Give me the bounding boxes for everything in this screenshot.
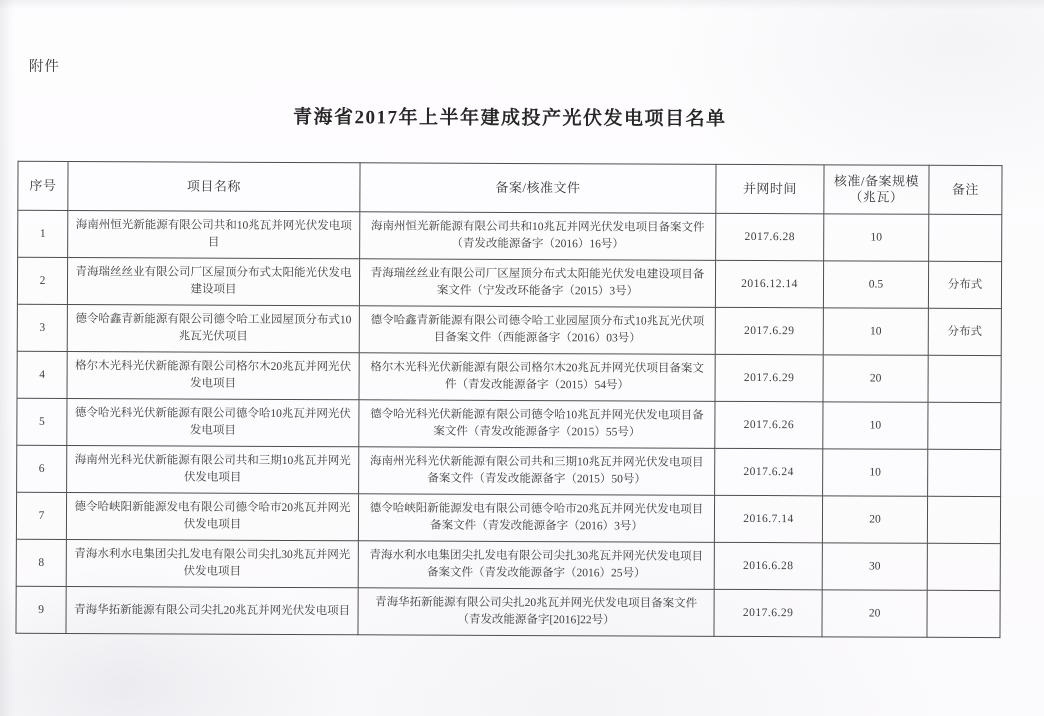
projects-table xyxy=(15,161,1002,638)
cell-project-name: 海南州光科光伏新能源有限公司共和三期10兆瓦并网光伏发电项目 xyxy=(67,446,359,494)
cell-grid-date: 2017.6.26 xyxy=(715,401,823,448)
cell-project-name: 格尔木光科光伏新能源有限公司格尔木20兆瓦并网光伏发电项目 xyxy=(67,352,359,400)
cell-grid-date: 2017.6.29 xyxy=(715,307,823,354)
header-cell-grid-date: 并网时间 xyxy=(716,164,824,213)
cell-approved-scale: 20 xyxy=(822,590,927,637)
cell-grid-date: 2017.6.24 xyxy=(715,448,823,495)
cell-serial: 6 xyxy=(17,445,67,492)
cell-remarks: 分布式 xyxy=(928,308,1001,355)
cell-remarks xyxy=(927,496,1000,543)
cell-remarks xyxy=(928,355,1001,402)
cell-project-name: 德令哈光科光伏新能源有限公司德令哈10兆瓦并网光伏发电项目 xyxy=(67,399,359,447)
cell-project-name: 青海华拓新能源有限公司尖扎20兆瓦并网光伏发电项目 xyxy=(66,587,358,635)
cell-filing-document: 德令哈光科光伏新能源有限公司德令哈10兆瓦并网光伏发电项目备案文件（青发改能源备字（2015）55号） xyxy=(359,400,715,449)
cell-approved-scale: 0.5 xyxy=(823,261,928,308)
cell-remarks xyxy=(927,543,1000,590)
approved-scale-label xyxy=(830,173,922,206)
cell-filing-document: 德令哈鑫青新能源有限公司德令哈工业园屋顶分布式10兆瓦光伏项目备案文件（西能源备字（2016）03号） xyxy=(359,306,715,355)
approved-scale-unit: （兆瓦） xyxy=(849,189,904,205)
header-cell-serial: 序号 xyxy=(18,161,68,210)
cell-approved-scale: 20 xyxy=(823,355,928,402)
cell-approved-scale: 10 xyxy=(823,308,928,355)
cell-serial: 9 xyxy=(16,586,66,633)
cell-grid-date: 2017.6.29 xyxy=(715,354,823,401)
cell-filing-document: 海南州光科光伏新能源有限公司共和三期10兆瓦并网光伏发电项目备案文件（青发改能源备字（2015）50号） xyxy=(359,447,715,496)
cell-approved-scale: 10 xyxy=(824,214,929,261)
header-row xyxy=(18,161,1002,214)
cell-filing-document: 德令哈峡阳新能源发电有限公司德令哈市20兆瓦并网光伏发电项目备案文件（青发改能源备字（2016）3号） xyxy=(358,494,714,543)
table-row xyxy=(17,351,1001,402)
header-cell-filing-document: 备案/核准文件 xyxy=(360,163,716,214)
attachment-label: 附件 xyxy=(28,58,60,75)
cell-serial: 3 xyxy=(17,304,67,351)
table-row xyxy=(18,210,1002,261)
cell-serial: 4 xyxy=(17,351,67,398)
cell-approved-scale: 20 xyxy=(822,496,927,543)
cell-remarks: 分布式 xyxy=(928,261,1001,308)
header-cell-project-name: 项目名称 xyxy=(68,162,360,212)
cell-grid-date: 2016.7.14 xyxy=(714,495,822,542)
cell-serial: 2 xyxy=(17,257,67,304)
cell-filing-document: 海南州恒光新能源有限公司共和10兆瓦并网光伏发电项目备案文件（青发改能源备字（2016）16号） xyxy=(360,212,716,261)
approved-scale-line1: 核准/备案规模 xyxy=(833,173,920,189)
cell-project-name: 德令哈鑫青新能源有限公司德令哈工业园屋顶分布式10兆瓦光伏项目 xyxy=(67,305,359,353)
table-row xyxy=(17,398,1001,449)
cell-filing-document: 青海华拓新能源有限公司尖扎20兆瓦并网光伏发电项目备案文件（青发改能源备字[2016]22号） xyxy=(358,588,714,637)
cell-project-name: 德令哈峡阳新能源发电有限公司德令哈市20兆瓦并网光伏发电项目 xyxy=(66,493,358,541)
cell-filing-document: 青海瑞丝丝业有限公司厂区屋顶分布式太阳能光伏发电建设项目备案文件（宁发改环能备字（2015）3号） xyxy=(359,259,715,308)
cell-remarks xyxy=(929,214,1002,261)
header-cell-remarks: 备注 xyxy=(929,165,1002,214)
table-row xyxy=(16,492,1000,543)
cell-approved-scale: 10 xyxy=(823,402,928,449)
cell-project-name: 青海瑞丝丝业有限公司厂区屋顶分布式太阳能光伏发电建设项目 xyxy=(67,258,359,306)
page-title: 青海省2017年上半年建成投产光伏发电项目名单 xyxy=(292,106,727,130)
cell-grid-date: 2016.6.28 xyxy=(714,542,822,589)
cell-grid-date: 2017.6.28 xyxy=(716,213,824,260)
table-row xyxy=(17,257,1001,308)
cell-serial: 7 xyxy=(16,492,66,539)
cell-remarks xyxy=(927,590,1000,637)
cell-filing-document: 格尔木光科光伏新能源有限公司格尔木20兆瓦并网光伏项目备案文件（青发改能源备字（2015）54号） xyxy=(359,353,715,402)
table-row xyxy=(16,539,1000,590)
cell-approved-scale: 30 xyxy=(822,543,927,590)
cell-approved-scale: 10 xyxy=(823,449,928,496)
cell-remarks xyxy=(928,449,1001,496)
cell-filing-document: 青海水利水电集团尖扎发电有限公司尖扎30兆瓦并网光伏发电项目备案文件（青发改能源备字（2016）25号） xyxy=(358,541,714,590)
table-row xyxy=(17,445,1001,496)
cell-serial: 8 xyxy=(16,539,66,586)
table-row xyxy=(16,586,1000,637)
cell-serial: 5 xyxy=(17,398,67,445)
header-cell-approved-scale xyxy=(824,165,929,214)
cell-remarks xyxy=(928,402,1001,449)
table-body xyxy=(16,210,1002,637)
cell-grid-date: 2016.12.14 xyxy=(715,260,823,307)
table-row xyxy=(17,304,1001,355)
cell-project-name: 海南州恒光新能源有限公司共和10兆瓦并网光伏发电项目 xyxy=(68,211,360,259)
cell-project-name: 青海水利水电集团尖扎发电有限公司尖扎30兆瓦并网光伏发电项目 xyxy=(66,540,358,588)
cell-grid-date: 2017.6.29 xyxy=(714,589,822,636)
cell-serial: 1 xyxy=(18,210,68,257)
